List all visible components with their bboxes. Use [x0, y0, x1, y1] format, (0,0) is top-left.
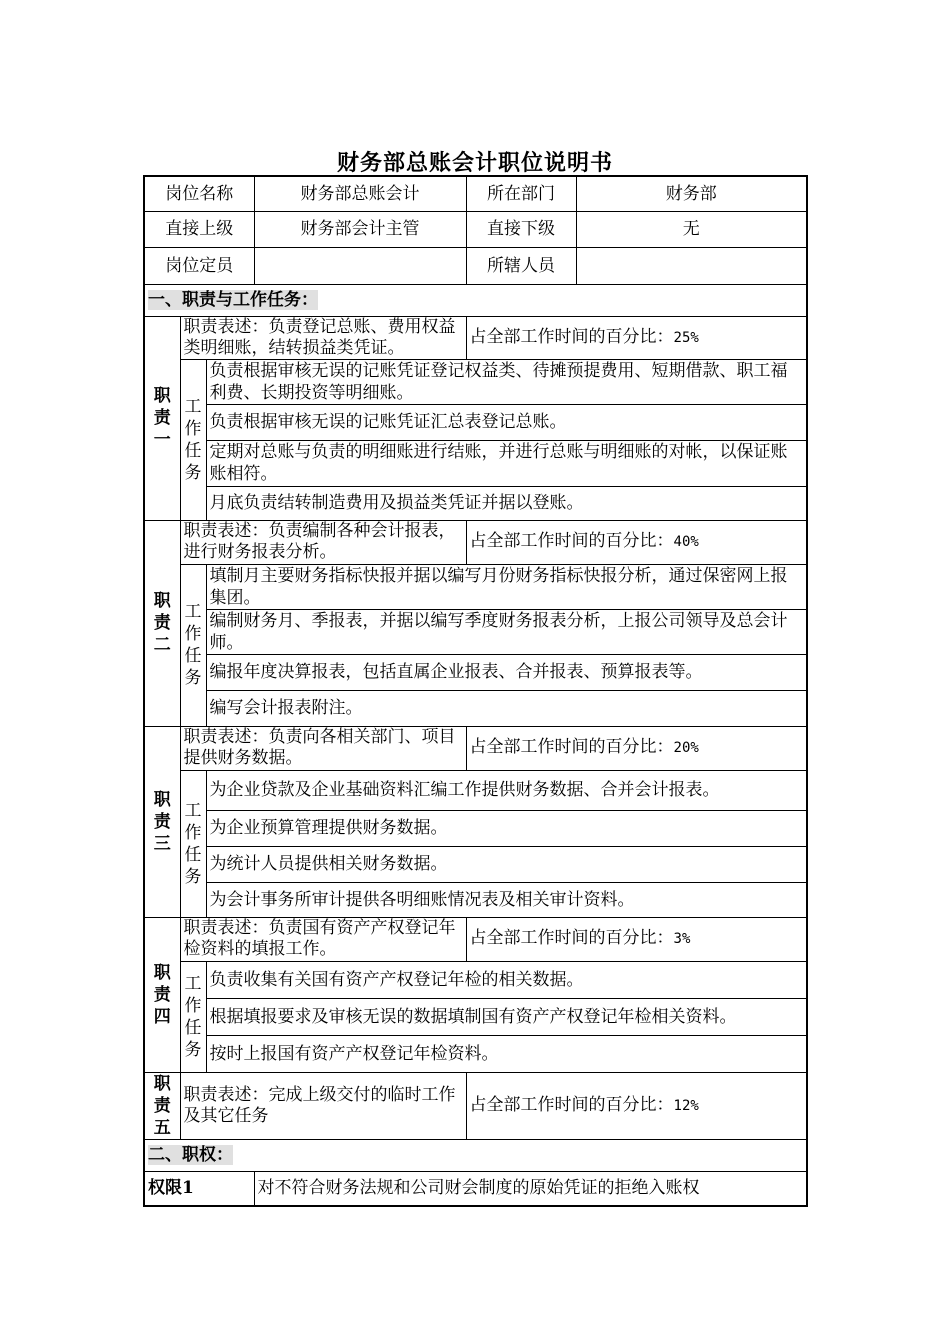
duty-description-row	[144, 520, 807, 564]
section-heading-authority	[144, 1139, 807, 1171]
task-item: 负责根据审核无误的记账凭证汇总表登记总账。	[206, 404, 807, 440]
header-key: 岗位名称	[144, 176, 254, 211]
task-row	[144, 486, 807, 520]
task-item: 编制财务月、季报表，并据以编写季度财务报表分析，上报公司领导及总会计师。	[206, 609, 807, 654]
task-row	[144, 440, 807, 486]
document-title: 财务部总账会计职位说明书	[336, 150, 613, 176]
duty-time-share	[466, 726, 807, 770]
duty-description: 职责表述：负责登记总账、费用权益类明细账，结转损益类凭证。	[180, 316, 466, 359]
header-value: 无	[576, 211, 807, 247]
task-item: 为企业贷款及企业基础资料汇编工作提供财务数据、合并会计报表。	[206, 770, 807, 810]
task-item: 按时上报国有资产产权登记年检资料。	[206, 1035, 807, 1072]
header-value: 财务部	[576, 176, 807, 211]
time-share-value: 12%	[673, 1097, 699, 1114]
task-row	[144, 1035, 807, 1072]
duty-time-share	[466, 520, 807, 564]
task-row	[144, 690, 807, 726]
duty-label: 职 责 一	[144, 316, 180, 520]
duty-description: 职责表述：完成上级交付的临时工作及其它任务	[180, 1072, 466, 1139]
task-item: 为企业预算管理提供财务数据。	[206, 810, 807, 846]
duty-description-row	[144, 917, 807, 961]
duty-description: 职责表述：负责向各相关部门、项目提供财务数据。	[180, 726, 466, 770]
duty-label: 职 责 三	[144, 726, 180, 917]
tasks-label: 工 作 任 务	[180, 770, 206, 917]
task-row	[144, 770, 807, 810]
section-heading-duties	[144, 284, 807, 316]
task-row	[144, 998, 807, 1035]
task-item: 编报年度决算报表，包括直属企业报表、合并报表、预算报表等。	[206, 654, 807, 690]
time-share-value: 3%	[673, 931, 691, 947]
header-value	[254, 247, 466, 284]
duty-description-row	[144, 726, 807, 770]
task-item: 负责收集有关国有资产产权登记年检的相关数据。	[206, 961, 807, 998]
authority-row	[144, 1171, 807, 1206]
section-cell	[144, 1139, 807, 1171]
duty-description-row	[144, 316, 807, 359]
time-share-label: 占全部工作时间的百分比：	[469, 928, 674, 948]
task-row	[144, 810, 807, 846]
task-row	[144, 359, 807, 404]
task-row	[144, 846, 807, 882]
time-share-label: 占全部工作时间的百分比：	[469, 531, 674, 551]
tasks-label: 工 作 任 务	[180, 359, 206, 520]
duty-description-row	[144, 1072, 807, 1139]
task-item: 根据填报要求及审核无误的数据填制国有资产产权登记年检相关资料。	[206, 998, 807, 1035]
header-key: 直接下级	[466, 211, 576, 247]
task-item: 月底负责结转制造费用及损益类凭证并据以登账。	[206, 486, 807, 520]
duty-time-share	[466, 1072, 807, 1139]
duty-label: 职 责 五	[144, 1072, 180, 1139]
duty-description: 职责表述：负责编制各种会计报表，进行财务报表分析。	[180, 520, 466, 564]
task-item: 编写会计报表附注。	[206, 690, 807, 726]
header-key: 直接上级	[144, 211, 254, 247]
duty-time-share	[466, 917, 807, 961]
tasks-label: 工 作 任 务	[180, 961, 206, 1072]
header-value: 财务部会计主管	[254, 211, 466, 247]
time-share-value: 40%	[673, 534, 699, 550]
time-share-value: 25%	[673, 329, 699, 346]
header-value: 财务部总账会计	[254, 176, 466, 211]
header-key: 所在部门	[466, 176, 576, 211]
task-item: 填制月主要财务指标快报并据以编写月份财务指标快报分析，通过保密网上报集团。	[206, 564, 807, 609]
section-title: 二、职权：	[148, 1145, 233, 1165]
time-share-value: 20%	[673, 740, 699, 756]
job-description-table	[143, 175, 806, 1207]
duty-label: 职 责 二	[144, 520, 180, 726]
task-row	[144, 961, 807, 998]
header-key: 岗位定员	[144, 247, 254, 284]
header-key: 所辖人员	[466, 247, 576, 284]
task-row	[144, 882, 807, 917]
authority-text: 对不符合财务法规和公司财会制度的原始凭证的拒绝入账权	[254, 1171, 807, 1206]
task-item: 为会计事务所审计提供各明细账情况表及相关审计资料。	[206, 882, 807, 917]
duty-time-share	[466, 316, 807, 359]
task-row	[144, 564, 807, 609]
authority-label: 权限1	[144, 1171, 254, 1206]
duty-description: 职责表述：负责国有资产产权登记年检资料的填报工作。	[180, 917, 466, 961]
header-value	[576, 247, 807, 284]
task-row	[144, 609, 807, 654]
header-row-2	[144, 211, 807, 247]
header-row-1	[144, 176, 807, 211]
header-row-3	[144, 247, 807, 284]
task-item: 为统计人员提供相关财务数据。	[206, 846, 807, 882]
task-row	[144, 404, 807, 440]
task-row	[144, 654, 807, 690]
duty-label: 职 责 四	[144, 917, 180, 1072]
section-title: 一、职责与工作任务：	[148, 290, 318, 310]
task-item: 定期对总账与负责的明细账进行结账，并进行总账与明细账的对帐，以保证账账相符。	[206, 440, 807, 486]
time-share-label: 占全部工作时间的百分比：	[469, 737, 674, 757]
tasks-label: 工 作 任 务	[180, 564, 206, 726]
time-share-label: 占全部工作时间的百分比：	[469, 1094, 674, 1115]
time-share-label: 占全部工作时间的百分比：	[469, 326, 674, 347]
task-item: 负责根据审核无误的记账凭证登记权益类、待摊预提费用、短期借款、职工福利费、长期投资等明细账。	[206, 359, 807, 404]
